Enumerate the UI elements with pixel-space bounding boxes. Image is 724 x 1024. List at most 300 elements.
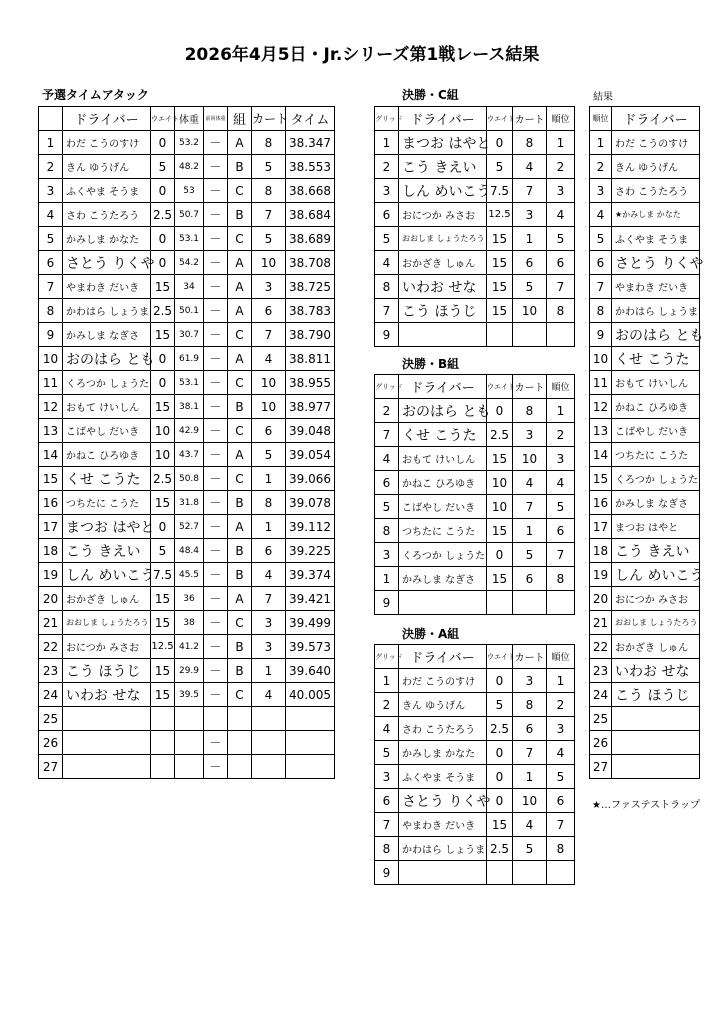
table-cell: 6 (547, 789, 575, 813)
table-cell: 34 (175, 275, 204, 299)
qualifying-table (38, 106, 335, 779)
table-cell: 1 (252, 659, 286, 683)
table-cell: 6 (252, 419, 286, 443)
table-cell: 12 (39, 395, 63, 419)
table-cell: 12.5 (487, 203, 513, 227)
driver-cell: おおしま しょうたろう (612, 611, 700, 635)
table-cell: 4 (375, 251, 399, 275)
table-cell: 5 (151, 539, 175, 563)
table-cell: 9 (590, 323, 612, 347)
table-cell (286, 731, 335, 755)
driver-cell: くせ こうた (399, 423, 487, 447)
table-cell: 30.7 (175, 323, 204, 347)
table-cell: 38.668 (286, 179, 335, 203)
table-cell: A (228, 251, 252, 275)
driver-cell: おもて けいしん (63, 395, 151, 419)
table-cell: 31.8 (175, 491, 204, 515)
table-cell: 15 (151, 323, 175, 347)
table-cell: 38.977 (286, 395, 335, 419)
driver-cell: おのはら とも (63, 347, 151, 371)
table-cell: 7 (513, 179, 547, 203)
table-cell: 2 (375, 155, 399, 179)
driver-cell: こう ほうじ (612, 683, 700, 707)
table-cell: 39.421 (286, 587, 335, 611)
table-row (39, 227, 335, 251)
table-cell: 25 (39, 707, 63, 731)
table-cell: 3 (513, 203, 547, 227)
table-cell (547, 323, 575, 347)
table-row (39, 251, 335, 275)
col-driver: ドライバー (399, 375, 487, 399)
table-cell: 4 (252, 563, 286, 587)
table-cell: 6 (547, 251, 575, 275)
results-table (589, 106, 704, 779)
table-cell: 8 (252, 491, 286, 515)
table-cell (151, 731, 175, 755)
driver-cell: いわお せな (63, 683, 151, 707)
table-cell: 5 (487, 693, 513, 717)
table-cell: 4 (547, 471, 575, 495)
table-cell: － (204, 371, 228, 395)
table-cell: 4 (590, 203, 612, 227)
col-rank: 順位 (547, 645, 575, 669)
col-prev-weight: 前回体重 (204, 107, 228, 131)
table-cell: 1 (547, 669, 575, 693)
table-cell: 39.5 (175, 683, 204, 707)
table-cell: 15 (487, 299, 513, 323)
table-cell: 38.689 (286, 227, 335, 251)
table-cell: 36 (175, 587, 204, 611)
table-cell: B (228, 395, 252, 419)
table-cell: 5 (375, 227, 399, 251)
table-cell: 3 (375, 179, 399, 203)
table-row (39, 731, 335, 755)
table-cell: 5 (547, 495, 575, 519)
driver-cell: かみしま かなた (399, 741, 487, 765)
table-cell: 5 (513, 275, 547, 299)
driver-cell: おおしま しょうたろう (63, 611, 151, 635)
table-cell: － (204, 539, 228, 563)
table-cell: 3 (513, 423, 547, 447)
table-row (590, 251, 700, 275)
table-cell: 38.1 (175, 395, 204, 419)
table-cell (252, 707, 286, 731)
driver-cell: おおしま しょうたろう (399, 227, 487, 251)
table-cell: 54.2 (175, 251, 204, 275)
table-cell (252, 731, 286, 755)
table-row (375, 423, 575, 447)
table-cell: 4 (375, 717, 399, 741)
results-label: 結果 (593, 92, 613, 103)
col-time: タイム (286, 107, 335, 131)
table-cell: 0 (151, 371, 175, 395)
table-row (375, 717, 575, 741)
table-cell: A (228, 347, 252, 371)
driver-cell: さとう りくや (399, 789, 487, 813)
col-driver: ドライバー (612, 107, 700, 131)
table-cell: 7 (590, 275, 612, 299)
table-cell: － (204, 635, 228, 659)
table-cell: 8 (513, 131, 547, 155)
table-cell: 39.573 (286, 635, 335, 659)
driver-cell: きん ゆうげん (63, 155, 151, 179)
table-row (590, 659, 700, 683)
driver-cell: こう きえい (399, 155, 487, 179)
table-cell: － (204, 731, 228, 755)
table-cell: 53.2 (175, 131, 204, 155)
table-cell: － (204, 587, 228, 611)
table-cell: 48.4 (175, 539, 204, 563)
table-row (590, 299, 700, 323)
driver-cell (612, 755, 700, 779)
table-cell (228, 755, 252, 779)
table-row (590, 635, 700, 659)
driver-cell: いわお せな (612, 659, 700, 683)
col-driver: ドライバー (63, 107, 151, 131)
table-cell (286, 755, 335, 779)
table-cell: 15 (590, 467, 612, 491)
table-cell: A (228, 131, 252, 155)
driver-cell: おかざき しゅん (612, 635, 700, 659)
table-cell: B (228, 203, 252, 227)
table-cell: 23 (39, 659, 63, 683)
table-cell: C (228, 371, 252, 395)
table-row (39, 131, 335, 155)
table-cell: 2 (547, 155, 575, 179)
table-cell: 6 (252, 539, 286, 563)
table-cell: 6 (513, 567, 547, 591)
driver-cell: やまわき だいき (399, 813, 487, 837)
table-row (375, 495, 575, 519)
driver-cell: こばやし だいき (63, 419, 151, 443)
table-row (375, 299, 575, 323)
table-row (590, 179, 700, 203)
table-cell: 53.1 (175, 227, 204, 251)
table-cell: 15 (487, 447, 513, 471)
driver-cell (399, 861, 487, 885)
table-cell: 3 (252, 275, 286, 299)
driver-cell: おにつか みさお (399, 203, 487, 227)
driver-cell: おのはら とも (612, 323, 700, 347)
table-cell: B (228, 635, 252, 659)
table-row (375, 471, 575, 495)
driver-cell: しん めいこう (63, 563, 151, 587)
table-row (590, 443, 700, 467)
driver-cell: おもて けいしん (399, 447, 487, 471)
table-cell: 25 (590, 707, 612, 731)
table-cell: 5 (252, 443, 286, 467)
table-cell: 42.9 (175, 419, 204, 443)
table-row (39, 443, 335, 467)
table-cell: － (204, 347, 228, 371)
table-cell: 9 (375, 323, 399, 347)
table-row (39, 587, 335, 611)
table-cell: 40.005 (286, 683, 335, 707)
table-cell: － (204, 563, 228, 587)
table-cell: 41.2 (175, 635, 204, 659)
table-cell: 29.9 (175, 659, 204, 683)
table-cell: 48.2 (175, 155, 204, 179)
driver-cell: おもて けいしん (612, 371, 700, 395)
table-cell: 15 (487, 227, 513, 251)
table-cell: 5 (590, 227, 612, 251)
table-cell: 15 (487, 813, 513, 837)
table-cell: 19 (590, 563, 612, 587)
table-cell: － (204, 275, 228, 299)
table-cell: 1 (39, 131, 63, 155)
table-cell: 7 (547, 275, 575, 299)
table-row (375, 275, 575, 299)
table-cell: 4 (513, 471, 547, 495)
table-row (39, 395, 335, 419)
table-cell: 0 (487, 131, 513, 155)
table-cell: 26 (590, 731, 612, 755)
table-cell: 17 (590, 515, 612, 539)
table-row (39, 491, 335, 515)
table-cell: 15 (151, 395, 175, 419)
table-cell: 5 (547, 227, 575, 251)
table-cell: 1 (513, 519, 547, 543)
driver-cell: かみしま なぎさ (399, 567, 487, 591)
table-cell: A (228, 515, 252, 539)
table-row (590, 587, 700, 611)
table-cell: 6 (252, 299, 286, 323)
driver-cell: さとう りくや (63, 251, 151, 275)
table-row (375, 765, 575, 789)
driver-cell: ふくやま そうま (63, 179, 151, 203)
table-cell: 15 (151, 683, 175, 707)
table-cell: C (228, 467, 252, 491)
table-cell: 2.5 (151, 203, 175, 227)
table-cell: 39.054 (286, 443, 335, 467)
driver-cell: わだ こうのすけ (63, 131, 151, 155)
table-cell: 10 (252, 251, 286, 275)
col-body-weight: 体重 (175, 107, 204, 131)
table-row (375, 323, 575, 347)
table-cell: 6 (590, 251, 612, 275)
final-a-label: 決勝・A組 (402, 627, 460, 641)
driver-cell: やまわき だいき (63, 275, 151, 299)
table-cell: 2 (547, 423, 575, 447)
table-row (590, 371, 700, 395)
table-row (39, 371, 335, 395)
table-cell: C (228, 227, 252, 251)
driver-cell: ふくやま そうま (612, 227, 700, 251)
table-cell: A (228, 443, 252, 467)
table-cell: 10 (487, 495, 513, 519)
table-cell: 53 (175, 179, 204, 203)
table-cell (513, 861, 547, 885)
table-cell: B (228, 659, 252, 683)
table-cell: 8 (547, 837, 575, 861)
col-kart: カート (513, 645, 547, 669)
table-cell: 10 (513, 789, 547, 813)
driver-cell: わだ こうのすけ (399, 669, 487, 693)
table-cell: 1 (513, 765, 547, 789)
driver-cell (399, 323, 487, 347)
driver-cell: こう ほうじ (399, 299, 487, 323)
table-row (39, 323, 335, 347)
table-row (39, 347, 335, 371)
table-cell: － (204, 323, 228, 347)
table-row (375, 567, 575, 591)
page-title: 2026年4月5日・Jr.シリーズ第1戦レース結果 (184, 45, 540, 65)
table-cell: 3 (375, 765, 399, 789)
table-cell: 1 (375, 669, 399, 693)
table-cell: 6 (375, 203, 399, 227)
final-c-table (374, 106, 575, 347)
col-driver: ドライバー (399, 645, 487, 669)
driver-cell: まつお はやと (612, 515, 700, 539)
final-b-table (374, 374, 575, 615)
table-row (590, 611, 700, 635)
table-cell: C (228, 683, 252, 707)
driver-cell: かわはら しょうま (612, 299, 700, 323)
table-cell: 10 (252, 371, 286, 395)
table-cell: － (204, 251, 228, 275)
driver-cell: ふくやま そうま (399, 765, 487, 789)
table-cell: 3 (547, 717, 575, 741)
driver-cell: わだ こうのすけ (612, 131, 700, 155)
table-row (39, 683, 335, 707)
table-cell (487, 591, 513, 615)
table-cell: C (228, 611, 252, 635)
table-cell: 38.783 (286, 299, 335, 323)
table-cell: B (228, 155, 252, 179)
table-cell: 6 (39, 251, 63, 275)
table-row (39, 203, 335, 227)
col-rank: 順位 (590, 107, 612, 131)
table-cell: 0 (487, 765, 513, 789)
table-row (375, 789, 575, 813)
table-row (375, 543, 575, 567)
col-kart: カート (513, 107, 547, 131)
table-row (590, 155, 700, 179)
table-cell: 39.640 (286, 659, 335, 683)
table-cell: 10 (590, 347, 612, 371)
table-cell: － (204, 683, 228, 707)
table-cell: 5 (487, 155, 513, 179)
table-cell: C (228, 323, 252, 347)
table-cell: 15 (151, 659, 175, 683)
table-cell: 15 (151, 491, 175, 515)
fastest-lap-note: ★…ファステストラップ (592, 800, 700, 811)
table-cell: － (204, 491, 228, 515)
table-cell (487, 323, 513, 347)
table-cell: 1 (252, 515, 286, 539)
driver-cell: かねこ ひろゆき (63, 443, 151, 467)
driver-cell: かみしま なぎさ (612, 491, 700, 515)
driver-cell (612, 707, 700, 731)
table-cell: 26 (39, 731, 63, 755)
table-cell: 4 (513, 155, 547, 179)
table-cell (228, 707, 252, 731)
col-driver: ドライバー (399, 107, 487, 131)
table-cell: 50.8 (175, 467, 204, 491)
driver-cell: かねこ ひろゆき (399, 471, 487, 495)
table-cell: 16 (590, 491, 612, 515)
table-cell: 5 (513, 837, 547, 861)
table-cell: 14 (39, 443, 63, 467)
driver-cell: かねこ ひろゆき (612, 395, 700, 419)
driver-cell: こばやし だいき (612, 419, 700, 443)
table-cell: 7 (547, 813, 575, 837)
table-cell: 2 (547, 693, 575, 717)
table-cell: 2.5 (151, 467, 175, 491)
table-cell: 7 (252, 587, 286, 611)
table-cell: 39.066 (286, 467, 335, 491)
table-row (375, 669, 575, 693)
col-pos (39, 107, 63, 131)
table-cell: 3 (252, 635, 286, 659)
table-cell (547, 591, 575, 615)
table-cell: 9 (39, 323, 63, 347)
table-cell: 38.790 (286, 323, 335, 347)
table-cell: 3 (513, 669, 547, 693)
table-cell: 39.048 (286, 419, 335, 443)
table-cell: － (204, 659, 228, 683)
table-cell: 50.1 (175, 299, 204, 323)
table-row (590, 227, 700, 251)
table-cell: － (204, 395, 228, 419)
driver-cell: おのはら とも (399, 399, 487, 423)
table-cell: 20 (590, 587, 612, 611)
table-cell: 15 (487, 519, 513, 543)
table-cell: 8 (547, 299, 575, 323)
table-cell: 38 (175, 611, 204, 635)
table-cell: 2 (39, 155, 63, 179)
table-cell: 38.684 (286, 203, 335, 227)
driver-cell: つちたに こうた (612, 443, 700, 467)
table-cell: 15 (487, 567, 513, 591)
table-cell: 1 (375, 567, 399, 591)
table-cell: B (228, 491, 252, 515)
table-cell: 2 (375, 693, 399, 717)
table-cell: 5 (375, 495, 399, 519)
driver-cell (63, 707, 151, 731)
table-cell: 6 (513, 251, 547, 275)
table-cell: － (204, 611, 228, 635)
table-row (375, 741, 575, 765)
table-cell: 7.5 (151, 563, 175, 587)
table-row (375, 399, 575, 423)
table-cell: 15 (39, 467, 63, 491)
table-row (375, 591, 575, 615)
table-cell: 5 (252, 227, 286, 251)
table-cell (228, 731, 252, 755)
driver-cell (63, 731, 151, 755)
table-cell: 4 (513, 813, 547, 837)
table-row (39, 155, 335, 179)
table-cell: 7 (252, 323, 286, 347)
table-cell: 4 (547, 203, 575, 227)
table-cell: 8 (252, 131, 286, 155)
table-cell: A (228, 275, 252, 299)
table-cell: 6 (375, 789, 399, 813)
table-cell: 0 (151, 131, 175, 155)
table-cell: 24 (39, 683, 63, 707)
table-cell: 2.5 (487, 837, 513, 861)
table-row (39, 179, 335, 203)
table-cell: 15 (487, 275, 513, 299)
driver-cell: おかざき しゅん (63, 587, 151, 611)
table-cell: 12 (590, 395, 612, 419)
col-weight: ウエイト (487, 375, 513, 399)
table-cell: 0 (151, 515, 175, 539)
driver-cell (399, 591, 487, 615)
final-b-label: 決勝・B組 (402, 357, 460, 371)
driver-cell: おかざき しゅん (399, 251, 487, 275)
